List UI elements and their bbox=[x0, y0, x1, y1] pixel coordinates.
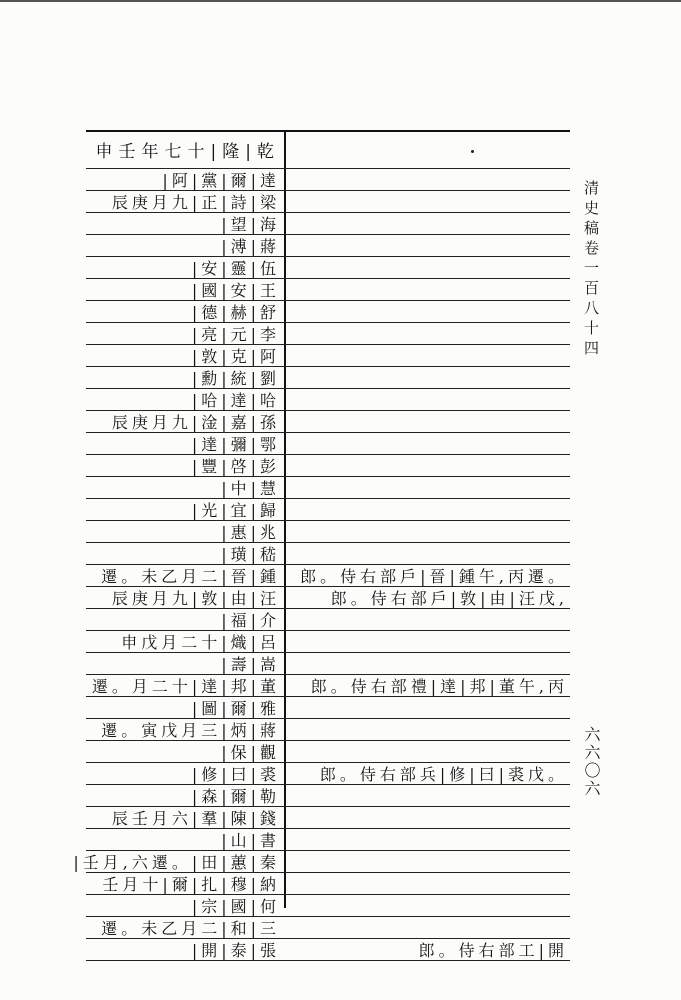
right-cell bbox=[290, 454, 568, 476]
right-cell bbox=[290, 718, 568, 740]
left-cell: 辰庚月九|淦|嘉|孫 bbox=[111, 412, 280, 432]
right-cell bbox=[290, 696, 568, 718]
table-row bbox=[86, 212, 570, 235]
table-row bbox=[86, 520, 570, 543]
page-number: 六六〇六 bbox=[582, 726, 601, 798]
left-cell: 辰庚月九|敦|由|汪 bbox=[111, 588, 280, 608]
right-cell bbox=[290, 806, 568, 828]
right-cell bbox=[290, 190, 568, 212]
right-cell bbox=[290, 322, 568, 344]
table-row bbox=[86, 740, 570, 763]
table-row bbox=[86, 916, 570, 939]
left-cell: 遷。未乙月二|晉|鍾 bbox=[101, 566, 280, 586]
left-cell: |山|書 bbox=[221, 830, 280, 850]
left-cell: |修|曰|裘 bbox=[191, 764, 280, 784]
table-row bbox=[86, 718, 570, 741]
left-cell: 遷。未乙月二|和|三 bbox=[101, 918, 280, 938]
table-row bbox=[86, 806, 570, 829]
left-cell: |福|介 bbox=[221, 610, 280, 630]
right-cell bbox=[290, 520, 568, 542]
left-cell: 遷。寅戊月三|炳|蔣 bbox=[101, 720, 280, 740]
table-row bbox=[86, 300, 570, 323]
right-cell: 郎。侍右部戶|晉|鍾午,丙遷。 bbox=[300, 566, 568, 586]
right-cell bbox=[290, 256, 568, 278]
table-row bbox=[86, 564, 570, 587]
left-cell: |阿|黨|爾|達 bbox=[162, 170, 280, 190]
right-cell bbox=[290, 916, 568, 938]
table-row bbox=[73, 850, 570, 873]
left-cell: 遷。月二十|達|邦|董 bbox=[91, 676, 280, 696]
left-cell: |溥|蔣 bbox=[221, 236, 280, 256]
table-row bbox=[86, 762, 570, 785]
left-cell: |國|安|王 bbox=[191, 280, 280, 300]
right-cell: 郎。侍右部兵|修|曰|裘戊。 bbox=[319, 764, 568, 784]
right-cell: 郎。侍右部戶|敦|由|汪戊, bbox=[330, 588, 568, 608]
left-cell: 壬月十|爾|扎|穆|納 bbox=[102, 874, 280, 894]
book-title: 清史稿卷一百八十四 bbox=[582, 180, 600, 360]
right-cell bbox=[290, 168, 568, 190]
right-cell bbox=[290, 234, 568, 256]
table-row bbox=[86, 278, 570, 301]
right-cell bbox=[290, 894, 568, 916]
table-row bbox=[86, 542, 570, 565]
table-row bbox=[86, 652, 570, 675]
right-cell bbox=[290, 608, 568, 630]
left-cell: |保|觀 bbox=[221, 742, 280, 762]
right-cell bbox=[290, 630, 568, 652]
left-cell: |壬月,六遷。|田|蕙|秦 bbox=[73, 852, 280, 872]
right-cell bbox=[290, 828, 568, 850]
table-row bbox=[86, 130, 570, 169]
table-row bbox=[86, 322, 570, 345]
right-cell bbox=[290, 740, 568, 762]
right-cell bbox=[290, 784, 568, 806]
right-cell bbox=[290, 278, 568, 300]
table-row bbox=[86, 630, 570, 653]
right-cell bbox=[290, 212, 568, 234]
right-cell bbox=[290, 850, 568, 872]
right-cell bbox=[290, 410, 568, 432]
left-cell: |惠|兆 bbox=[221, 522, 280, 542]
table-row bbox=[86, 476, 570, 499]
left-cell: |光|宜|歸 bbox=[191, 500, 280, 520]
table-row bbox=[86, 784, 570, 807]
left-cell: |敦|克|阿 bbox=[191, 346, 280, 366]
page-top-rule bbox=[0, 0, 681, 2]
right-cell bbox=[290, 130, 568, 168]
left-cell: |開|泰|張 bbox=[191, 940, 280, 960]
left-cell: 申戊月二十|熾|呂 bbox=[121, 632, 280, 652]
right-cell bbox=[290, 388, 568, 410]
table-row bbox=[86, 432, 570, 455]
left-cell: |安|靈|伍 bbox=[191, 258, 280, 278]
table-row bbox=[86, 872, 570, 895]
right-cell bbox=[290, 432, 568, 454]
table-row bbox=[86, 894, 570, 917]
left-cell: |壽|嵩 bbox=[221, 654, 280, 674]
right-cell bbox=[290, 872, 568, 894]
right-cell bbox=[290, 542, 568, 564]
table-row bbox=[86, 498, 570, 521]
table-row bbox=[86, 696, 570, 719]
table-row bbox=[86, 608, 570, 631]
left-cell: |璜|嵇 bbox=[221, 544, 280, 564]
left-cell: |中|慧 bbox=[221, 478, 280, 498]
left-cell: 辰壬月六|羣|陳|錢 bbox=[111, 808, 280, 828]
left-cell: |達|彌|鄂 bbox=[191, 434, 280, 454]
table-row bbox=[86, 168, 570, 191]
table-row bbox=[86, 938, 570, 961]
left-cell: |豐|啓|彭 bbox=[191, 456, 280, 476]
right-cell: 郎。侍右部禮|達|邦|董午,丙 bbox=[310, 676, 568, 696]
right-cell bbox=[290, 366, 568, 388]
table-row bbox=[86, 366, 570, 389]
table-row bbox=[86, 586, 570, 609]
left-cell: 申壬年七十|隆|乾 bbox=[95, 141, 280, 162]
table-row bbox=[86, 344, 570, 367]
right-cell bbox=[290, 476, 568, 498]
table-row bbox=[86, 388, 570, 411]
left-cell: |哈|達|哈 bbox=[191, 390, 280, 410]
left-cell: 辰庚月九|正|詩|梁 bbox=[111, 192, 280, 212]
left-cell: |亮|元|李 bbox=[191, 324, 280, 344]
right-cell bbox=[290, 498, 568, 520]
left-cell: |望|海 bbox=[221, 214, 280, 234]
left-cell: |德|赫|舒 bbox=[191, 302, 280, 322]
right-cell bbox=[290, 344, 568, 366]
left-cell: |勳|統|劉 bbox=[191, 368, 280, 388]
table-row bbox=[86, 828, 570, 851]
table-row bbox=[86, 190, 570, 213]
table-row bbox=[86, 410, 570, 433]
table-row bbox=[86, 256, 570, 279]
right-cell: 郎。侍右部工|開 bbox=[418, 940, 568, 960]
left-cell: |宗|國|何 bbox=[191, 896, 280, 916]
table-row bbox=[86, 454, 570, 477]
right-cell bbox=[290, 300, 568, 322]
right-cell bbox=[290, 652, 568, 674]
table-row bbox=[86, 234, 570, 257]
left-cell: |圖|爾|雅 bbox=[191, 698, 280, 718]
left-cell: |森|爾|勒 bbox=[191, 786, 280, 806]
table-row bbox=[86, 674, 570, 697]
